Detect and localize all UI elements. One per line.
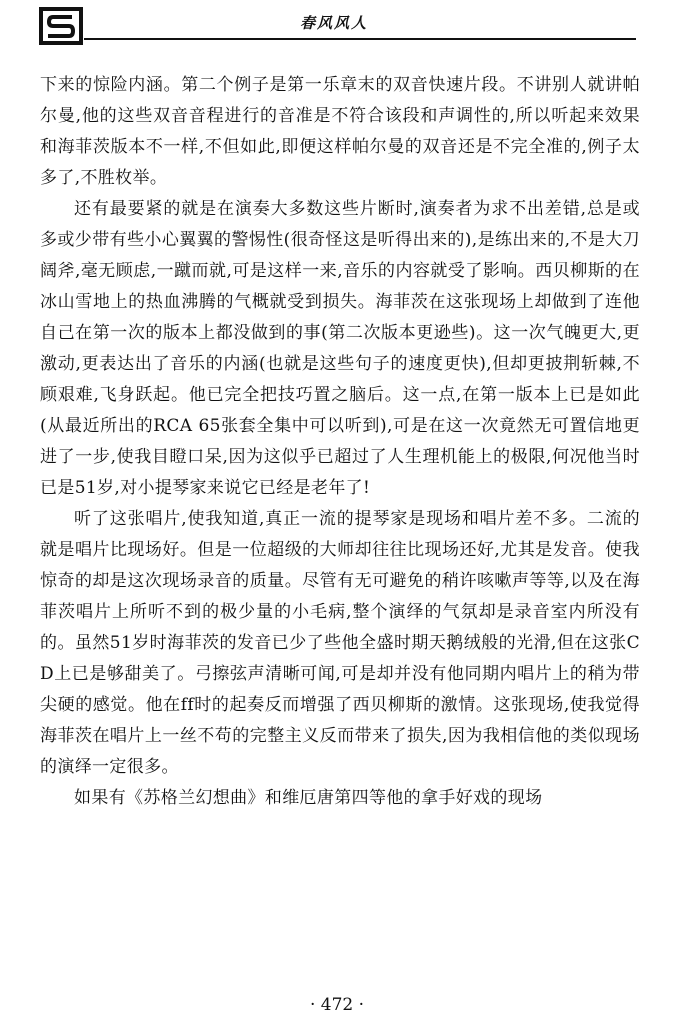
running-header-title: 春风风人: [300, 14, 369, 32]
header-rule: [84, 38, 636, 40]
body-text: [40, 70, 640, 814]
page-header: [0, 0, 674, 50]
paragraph: 听了这张唱片,使我知道,真正一流的提琴家是现场和唱片差不多。二流的就是唱片比现场好。但是一位超级的大师却往往比现场还好,尤其是发音。使我惊奇的却是这次现场录音的质量。尽管有无可避免的稍许咳嗽声等等,以及在海菲茨唱片上所听不到的极少量的小毛病,整个演绎的气氛却是录音室内所没有的。虽然51岁时海菲茨的发音已少了些他全盛时期天鹅绒般的光滑,但在这张CD上已是够甜美了。弓擦弦声清晰可闻,可是却并没有他同期内唱片上的稍为带尖硬的感觉。他在ff时的起奏反而增强了西贝柳斯的激情。这张现场,使我觉得海菲茨在唱片上一丝不苟的完整主义反而带来了损失,因为我相信他的类似现场的演绎一定很多。: [40, 509, 640, 777]
paragraph: 还有最要紧的就是在演奏大多数这些片断时,演奏者为求不出差错,总是或多或少带有些小心翼翼的警惕性(很奇怪这是听得出来的),是练出来的,不是大刀阔斧,毫无顾虑,一蹴而就,可是这样一来,音乐的内容就受了影响。西贝柳斯的在冰山雪地上的热血沸腾的气概就受到损失。海菲茨在这张现场上却做到了连他自己在第一次的版本上都没做到的事(第二次版本更逊些)。这一次气魄更大,更激动,更表达出了音乐的内涵(也就是这些句子的速度更快),但却更披荆斩棘,不顾艰难,飞身跃起。他已完全把技巧置之脑后。这一点,在第一版本上已是如此(从最近所出的RCA 65张套全集中可以听到),可是在这一次竟然无可置信地更进了一步,使我目瞪口呆,因为这似乎已超过了人生理机能上的极限,何况他当时已是51岁,对小提琴家来说它已经是老年了!: [40, 199, 640, 498]
paragraph: 下来的惊险内涵。第二个例子是第一乐章末的双音快速片段。不讲别人就讲帕尔曼,他的这些双音音程进行的音准是不符合该段和声调性的,所以听起来效果和海菲茨版本不一样,不但如此,即便这样帕尔曼的双音还是不完全准的,例子太多了,不胜枚举。: [40, 75, 640, 188]
book-logo-icon: [38, 6, 84, 46]
paragraph: 如果有《苏格兰幻想曲》和维厄唐第四等他的拿手好戏的现场: [74, 788, 543, 808]
page-number: · 472 ·: [309, 995, 365, 1015]
